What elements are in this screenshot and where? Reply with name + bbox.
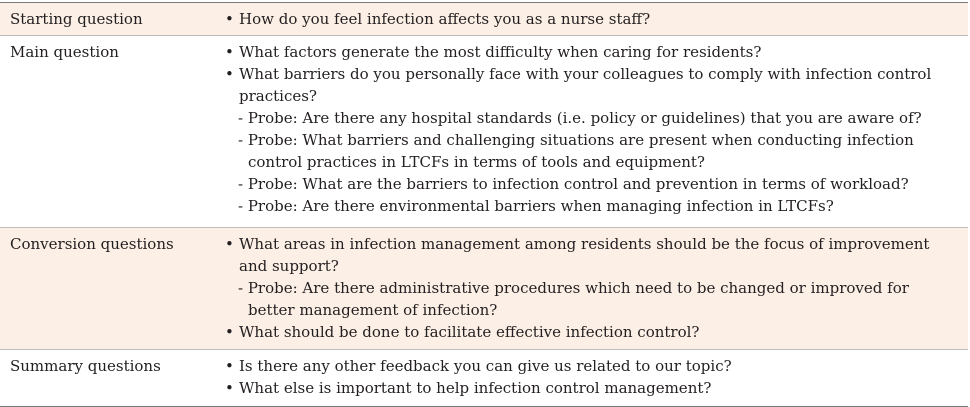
bullet-icon: • (225, 357, 234, 375)
row-content (221, 228, 968, 349)
item-text: What factors generate the most difficulty when caring for residents? (239, 43, 762, 61)
list-item (221, 173, 960, 195)
list-item (221, 277, 960, 321)
table-row (0, 36, 968, 228)
row-label: Conversion questions (10, 235, 174, 253)
list-item (221, 107, 960, 129)
item-text: What barriers do you personally face with your colleagues to comply with infection control practices? (239, 65, 932, 105)
interview-guide-table (0, 2, 968, 407)
list-item (221, 321, 960, 343)
row-label: Main question (10, 43, 119, 61)
row-content (221, 36, 968, 227)
item-text: What should be done to facilitate effective infection control? (239, 323, 700, 341)
bullet-icon: • (225, 379, 234, 397)
row-content (221, 350, 968, 406)
table-row (0, 3, 968, 36)
item-text: Is there any other feedback you can give us related to our topic? (239, 357, 732, 375)
table-row (0, 350, 968, 406)
row-content (221, 3, 968, 35)
table-row (0, 228, 968, 350)
list-item (221, 41, 960, 63)
bullet-icon: • (225, 235, 234, 253)
item-text: What else is important to help infection control management? (239, 379, 712, 397)
list-item (221, 129, 960, 173)
item-text: - Probe: What barriers and challenging situations are present when conducting infection control practices in LTCFs in terms of tools and equipment? (238, 131, 914, 171)
list-item (221, 195, 960, 217)
item-text: - Probe: Are there administrative procedures which need to be changed or improved for better management of infection? (238, 279, 909, 319)
item-text: - Probe: What are the barriers to infection control and prevention in terms of workload? (238, 175, 909, 193)
bullet-icon: • (225, 323, 234, 341)
bullet-icon: • (225, 65, 234, 83)
list-item (221, 63, 960, 107)
row-label: Summary questions (10, 357, 161, 375)
list-item (221, 8, 960, 30)
item-text: How do you feel infection affects you as a nurse staff? (239, 10, 651, 28)
item-text: - Probe: Are there environmental barriers when managing infection in LTCFs? (238, 197, 834, 215)
item-text: - Probe: Are there any hospital standards (i.e. policy or guidelines) that you are aware of? (238, 109, 922, 127)
list-item (221, 355, 960, 377)
item-text: What areas in infection management among residents should be the focus of improvement and support? (239, 235, 930, 275)
list-item (221, 377, 960, 399)
list-item (221, 233, 960, 277)
bullet-icon: • (225, 10, 234, 28)
row-label: Starting question (10, 10, 143, 28)
bullet-icon: • (225, 43, 234, 61)
